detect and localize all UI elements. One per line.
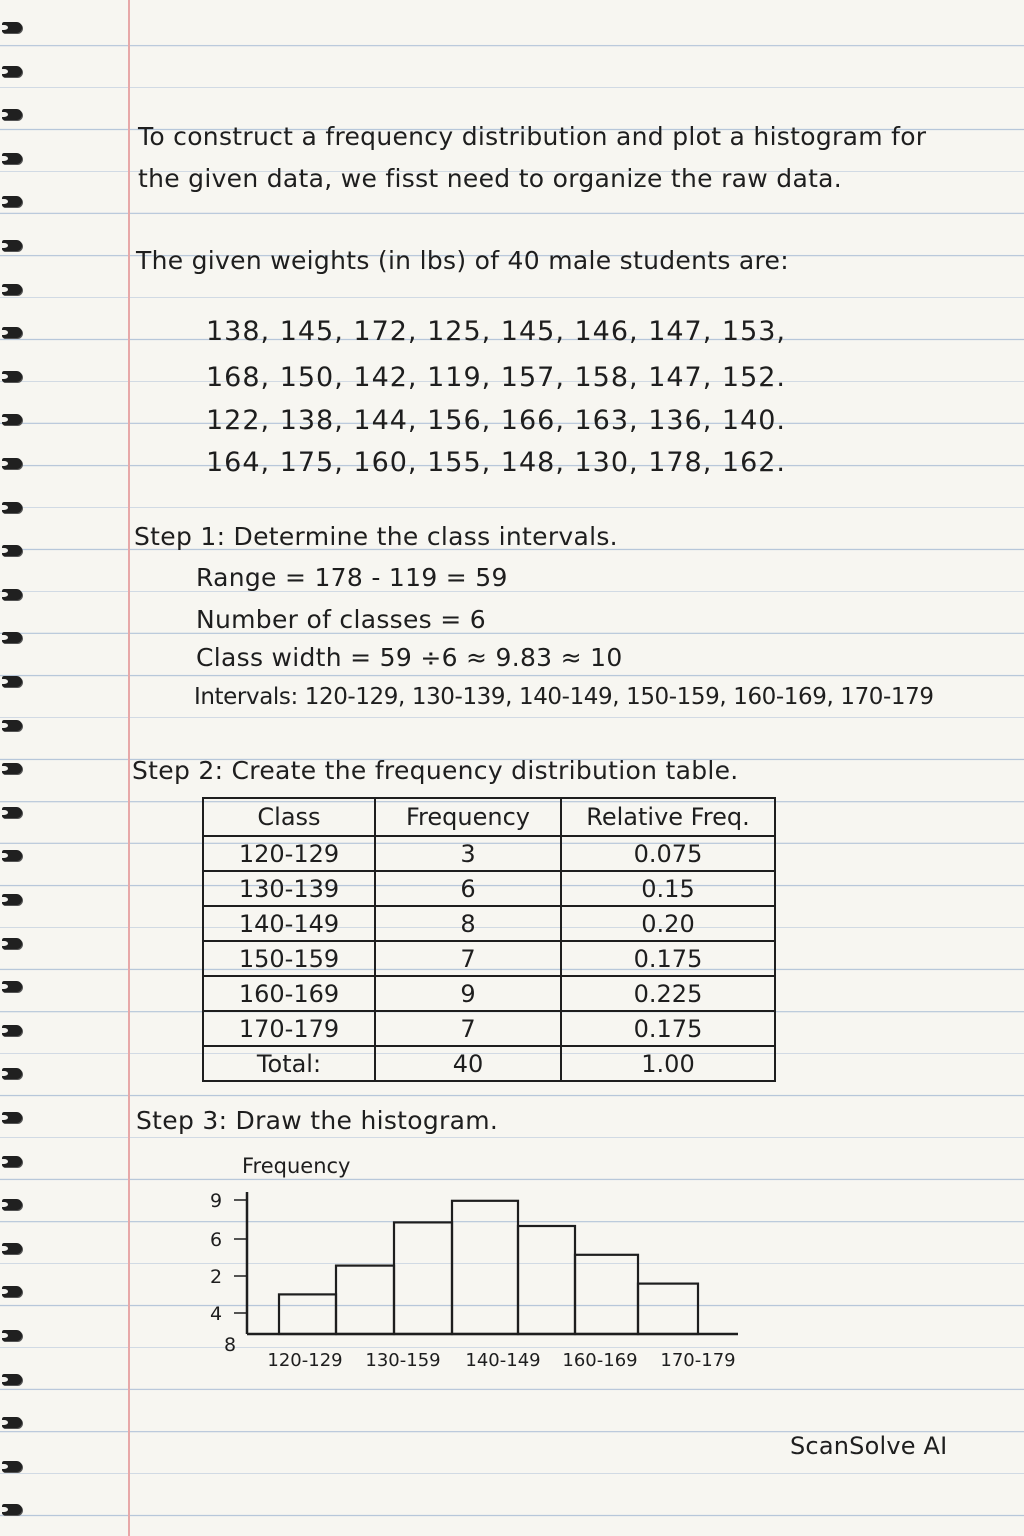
cell-class: 130-139 <box>203 871 375 906</box>
step1-heading: Step 1: Determine the class intervals. <box>134 522 618 551</box>
table-row <box>203 836 775 871</box>
spiral-ring <box>2 1112 22 1123</box>
spiral-ring <box>2 371 22 382</box>
spiral-ring <box>2 1374 22 1385</box>
histogram <box>190 1150 770 1380</box>
step1-intervals: Intervals: 120-129, 130-139, 140-149, 150-159, 160-169, 170-179 <box>194 684 934 710</box>
data-row-3: 122, 138, 144, 156, 166, 163, 136, 140. <box>206 405 787 436</box>
spiral-ring <box>2 66 22 77</box>
data-row-2: 168, 150, 142, 119, 157, 158, 147, 152. <box>206 362 787 393</box>
spiral-ring <box>2 1068 22 1079</box>
cell-class: 170-179 <box>203 1011 375 1046</box>
spiral-ring <box>2 22 22 33</box>
histogram-bar <box>279 1294 336 1334</box>
spiral-ring <box>2 458 22 469</box>
spiral-ring <box>2 109 22 120</box>
y-tick-label: 2 <box>210 1266 223 1288</box>
histogram-bar <box>638 1284 698 1334</box>
given-heading: The given weights (in lbs) of 40 male students are: <box>136 246 789 275</box>
spiral-ring <box>2 284 22 295</box>
table-row <box>203 871 775 906</box>
cell-total-label: Total: <box>203 1046 375 1081</box>
spiral-ring <box>2 1330 22 1341</box>
spiral-ring <box>2 414 22 425</box>
cell-frequency: 7 <box>375 1011 561 1046</box>
cell-frequency: 8 <box>375 906 561 941</box>
cell-total-relative-freq: 1.00 <box>561 1046 775 1081</box>
y-tick-label: 6 <box>210 1229 223 1251</box>
header-frequency: Frequency <box>375 798 561 836</box>
table-row <box>203 941 775 976</box>
spiral-ring <box>2 589 22 600</box>
spiral-ring <box>2 763 22 774</box>
intro-line-2: the given data, we fisst need to organize the raw data. <box>138 164 843 193</box>
step1-num-classes: Number of classes = 6 <box>196 605 486 634</box>
table-row <box>203 1011 775 1046</box>
x-tick-label: 120-129 <box>267 1350 343 1371</box>
spiral-ring <box>2 1156 22 1167</box>
cell-class: 140-149 <box>203 906 375 941</box>
spiral-ring <box>2 1199 22 1210</box>
spiral-ring <box>2 1286 22 1297</box>
table-row <box>203 906 775 941</box>
spiral-ring <box>2 676 22 687</box>
spiral-ring <box>2 545 22 556</box>
y-tick-label: 8 <box>224 1334 237 1356</box>
cell-class: 160-169 <box>203 976 375 1011</box>
x-tick-label: 160-169 <box>562 1350 638 1371</box>
spiral-ring <box>2 1025 22 1036</box>
table-header-row <box>203 798 775 836</box>
cell-frequency: 9 <box>375 976 561 1011</box>
y-tick-label: 4 <box>210 1303 223 1325</box>
step3-heading: Step 3: Draw the histogram. <box>136 1106 499 1135</box>
spiral-ring <box>2 632 22 643</box>
cell-class: 120-129 <box>203 836 375 871</box>
x-tick-label: 140-149 <box>465 1350 541 1371</box>
cell-class: 150-159 <box>203 941 375 976</box>
y-tick-label: 9 <box>210 1190 223 1212</box>
margin-line <box>128 0 130 1536</box>
spiral-ring <box>2 1243 22 1254</box>
table-total-row <box>203 1046 775 1081</box>
header-relative-freq: Relative Freq. <box>561 798 775 836</box>
cell-relative-freq: 0.175 <box>561 941 775 976</box>
cell-frequency: 3 <box>375 836 561 871</box>
step1-class-width: Class width = 59 ÷6 ≈ 9.83 ≈ 10 <box>196 643 623 672</box>
cell-total-frequency: 40 <box>375 1046 561 1081</box>
histogram-bar <box>452 1201 518 1334</box>
x-tick-label: 170-179 <box>660 1350 736 1371</box>
cell-frequency: 6 <box>375 871 561 906</box>
table-row <box>203 976 775 1011</box>
brand-label: ScanSolve AI <box>790 1432 948 1460</box>
spiral-ring <box>2 807 22 818</box>
cell-frequency: 7 <box>375 941 561 976</box>
data-row-1: 138, 145, 172, 125, 145, 146, 147, 153, <box>206 316 787 347</box>
spiral-ring <box>2 938 22 949</box>
step2-heading: Step 2: Create the frequency distribution table. <box>132 756 739 785</box>
x-tick-label: 130-159 <box>365 1350 441 1371</box>
histogram-bar <box>394 1222 452 1334</box>
spiral-ring <box>2 240 22 251</box>
spiral-ring <box>2 153 22 164</box>
spiral-ring <box>2 981 22 992</box>
histogram-bar <box>575 1255 638 1334</box>
cell-relative-freq: 0.075 <box>561 836 775 871</box>
histogram-bar <box>518 1226 575 1334</box>
cell-relative-freq: 0.175 <box>561 1011 775 1046</box>
y-axis-label: Frequency <box>242 1154 351 1178</box>
spiral-ring <box>2 720 22 731</box>
spiral-ring <box>2 850 22 861</box>
intro-line-1: To construct a frequency distribution and plot a histogram for <box>138 122 927 151</box>
step1-range: Range = 178 - 119 = 59 <box>196 563 508 592</box>
spiral-ring <box>2 196 22 207</box>
frequency-table <box>202 797 776 1082</box>
spiral-ring <box>2 1504 22 1515</box>
data-row-4: 164, 175, 160, 155, 148, 130, 178, 162. <box>206 447 787 478</box>
cell-relative-freq: 0.15 <box>561 871 775 906</box>
spiral-ring <box>2 1417 22 1428</box>
histogram-bar <box>336 1266 394 1334</box>
spiral-ring <box>2 502 22 513</box>
cell-relative-freq: 0.225 <box>561 976 775 1011</box>
header-class: Class <box>203 798 375 836</box>
cell-relative-freq: 0.20 <box>561 906 775 941</box>
spiral-ring <box>2 1461 22 1472</box>
spiral-binding <box>0 0 30 1536</box>
spiral-ring <box>2 327 22 338</box>
spiral-ring <box>2 894 22 905</box>
